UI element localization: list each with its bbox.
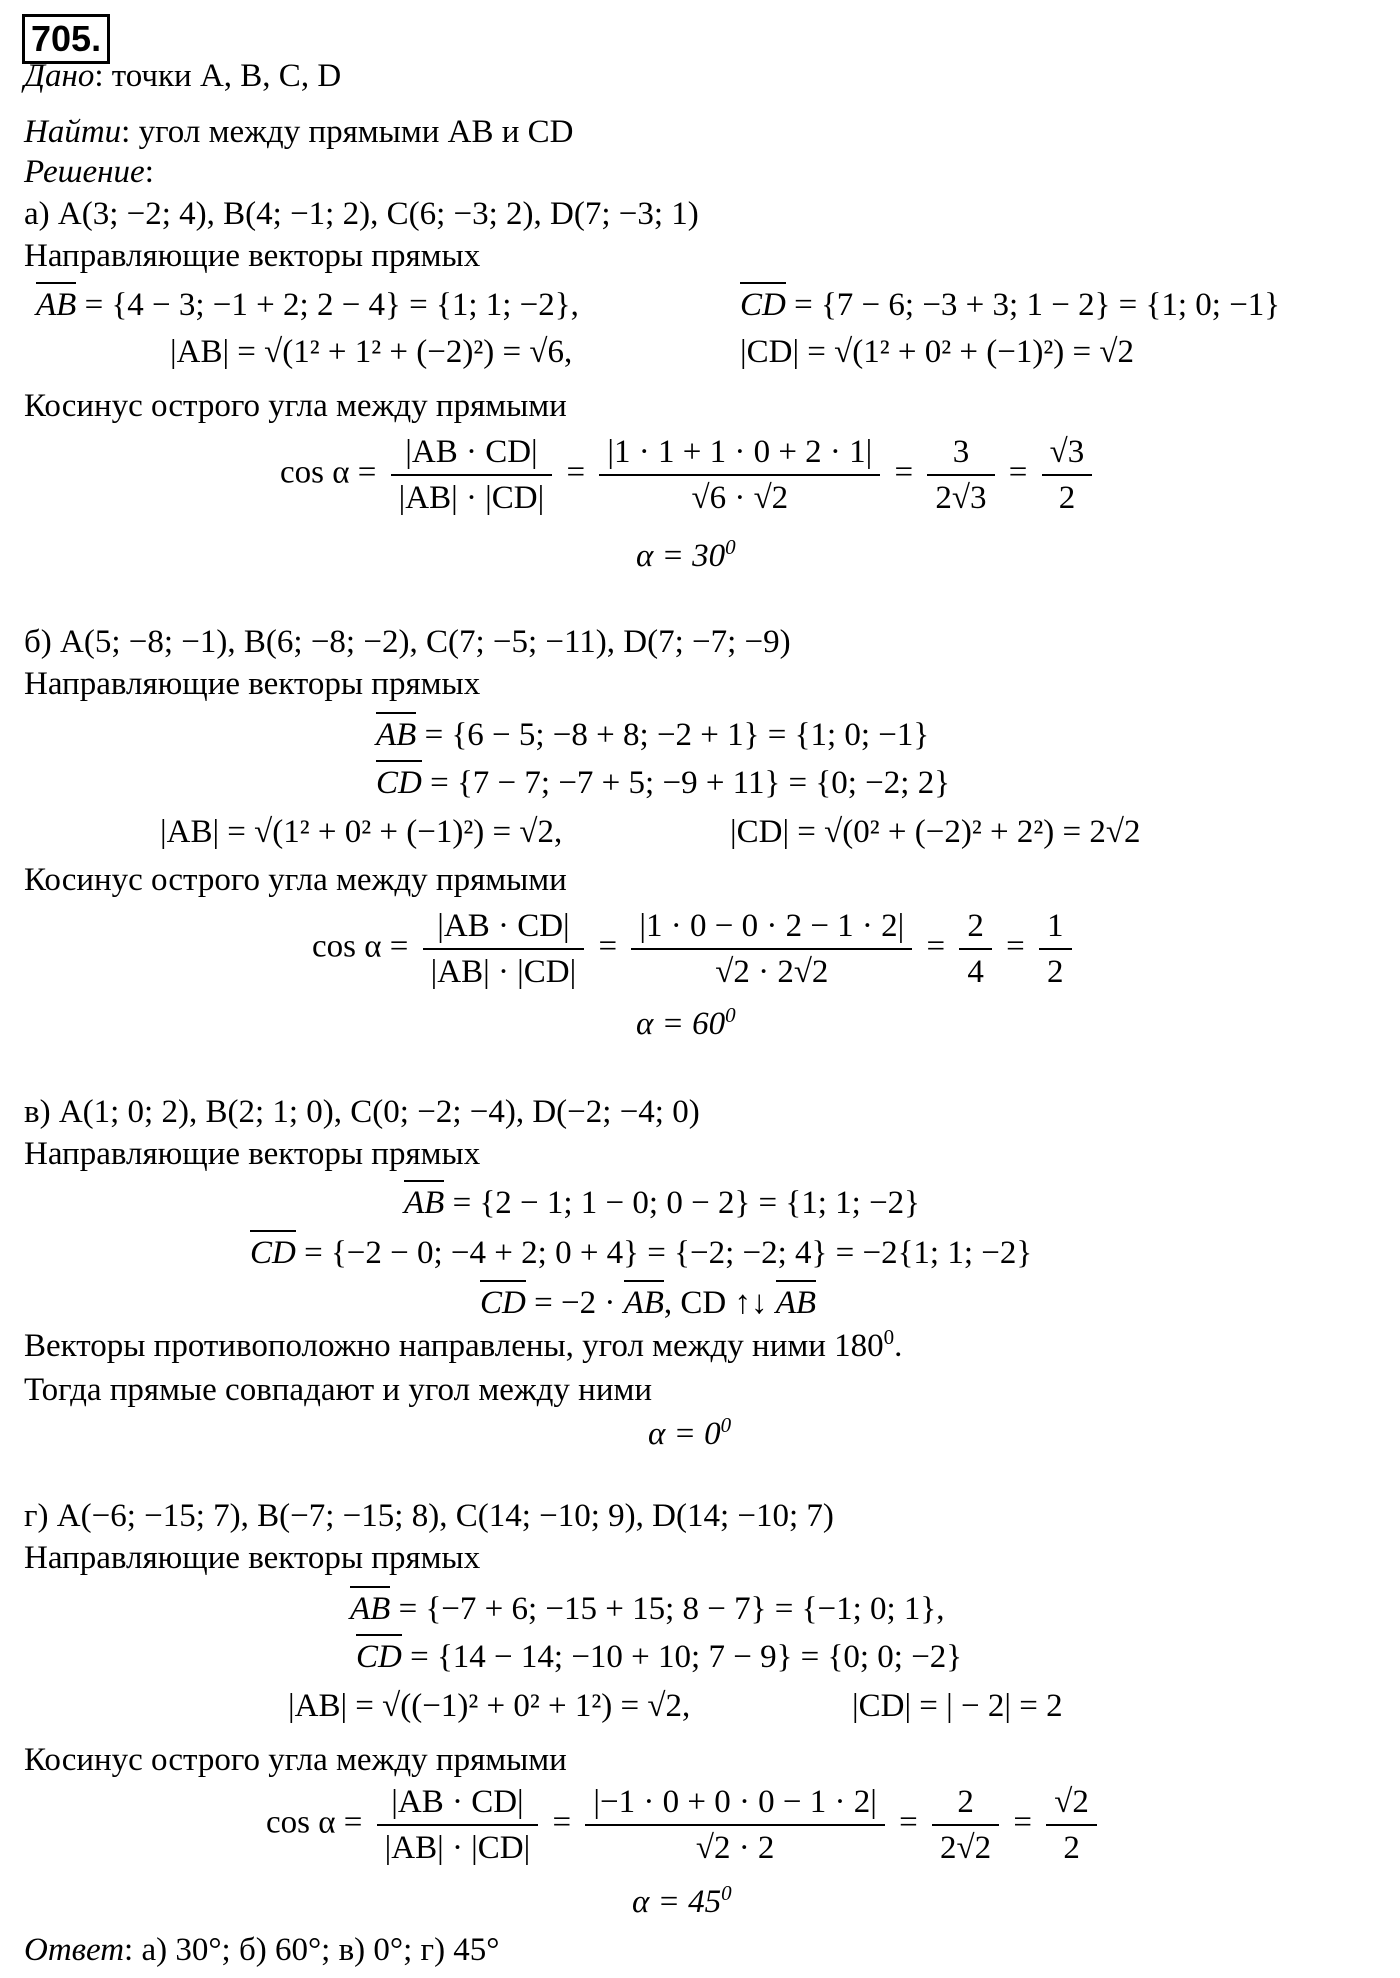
vector-ab-symbol: AB [624, 1280, 664, 1323]
part-a-points: а) A(3; −2; 4), B(4; −1; 2), C(6; −3; 2), D(7; −3; 1) [24, 196, 699, 232]
cos-label: cos α = [280, 454, 377, 491]
fraction-numerator: |AB · CD| [391, 1784, 524, 1820]
vector-ab-symbol: AB [376, 712, 416, 755]
problem-number: 705. [22, 14, 110, 64]
fraction-denominator: √2 · 2 [585, 1824, 885, 1870]
fraction-numerator: |1 · 0 − 0 · 2 − 1 · 2| [639, 908, 905, 944]
answer-text: : а) 30°; б) 60°; в) 0°; г) 45° [124, 1932, 500, 1968]
part-d-dir-vectors: Направляющие векторы прямых [24, 1540, 481, 1576]
fraction [585, 1780, 885, 1870]
fraction [599, 430, 880, 520]
degree-mark: 0 [721, 1881, 732, 1905]
vector-ab-symbol: AB [776, 1280, 816, 1323]
fraction [927, 430, 994, 520]
alpha-value: α = 30 [636, 538, 726, 574]
fraction-denominator: 2√3 [927, 474, 994, 520]
fraction-numerator: |1 · 1 + 1 · 0 + 2 · 1| [607, 434, 873, 470]
part-a-dir-vectors: Направляющие векторы прямых [24, 238, 481, 274]
vector-ab-symbol: AB [404, 1180, 444, 1223]
alpha-value: α = 45 [632, 1884, 722, 1920]
vector-cd-symbol: CD [250, 1230, 296, 1273]
part-a-ab-length: |AB| = √(1² + 1² + (−2)²) = √6, [170, 334, 573, 370]
fraction-numerator: 1 [1047, 908, 1064, 944]
part-b-ab-length: |AB| = √(1² + 0² + (−1)²) = √2, [160, 814, 563, 850]
given-line [24, 56, 341, 96]
fraction [1039, 904, 1072, 994]
find-label: Найти [24, 114, 122, 150]
part-b-ab-vector-value: = {6 − 5; −8 + 8; −2 + 1} = {1; 0; −1} [416, 717, 930, 753]
part-a-cd-vector [740, 282, 1280, 325]
fraction-denominator: √6 · √2 [599, 474, 880, 520]
part-d-cos-formula: cos α = $\frac{|AB \cdot CD|}{|AB| \cdot |CD|}$ = $\frac{|-1 \cdot 0 + 0 \cdot 0 - 1 \cdot 2|}{√2 \cdot 2}$ = $\frac{2}{2√2}$ = $\frac{√2}{2}$ [266, 1780, 1103, 1870]
solution-label-line [24, 152, 154, 192]
given-label: Дано [24, 58, 95, 94]
opposite-text: Векторы противоположно направлены, угол между ними 180 [24, 1328, 884, 1364]
find-line [24, 112, 574, 152]
period: . [894, 1328, 903, 1364]
fraction-denominator: |AB| · |CD| [423, 948, 585, 994]
find-text: : угол между прямыми AB и CD [121, 114, 574, 150]
fraction-numerator: 2 [957, 1784, 974, 1820]
part-c-cd-vector-value: = {−2 − 0; −4 + 2; 0 + 4} = {−2; −2; 4} = −2{1; 1; −2} [295, 1235, 1033, 1271]
part-b-cd-vector-value: = {7 − 7; −7 + 5; −9 + 11} = {0; −2; 2} [421, 765, 951, 801]
fraction [631, 904, 912, 994]
answer-label: Ответ [24, 1932, 125, 1968]
part-b-points: б) A(5; −8; −1), B(6; −8; −2), C(7; −5; −11), D(7; −7; −9) [24, 624, 791, 660]
part-c-points: в) A(1; 0; 2), B(2; 1; 0), C(0; −2; −4), D(−2; −4; 0) [24, 1094, 700, 1130]
part-d-cd-vector-value: = {14 − 14; −10 + 10; 7 − 9} = {0; 0; −2} [401, 1639, 963, 1675]
fraction [391, 430, 553, 520]
fraction [1046, 1780, 1097, 1870]
part-b-ab-vector [376, 712, 929, 755]
part-d-ab-vector-value: = {−7 + 6; −15 + 15; 8 − 7} = {−1; 0; 1}, [390, 1591, 945, 1627]
fraction-numerator: |AB · CD| [437, 908, 570, 944]
fraction-numerator: 2 [967, 908, 984, 944]
part-d-ab-vector [350, 1586, 945, 1629]
degree-mark: 0 [725, 1003, 736, 1027]
solution-label: Решение [24, 154, 145, 190]
part-d-cos-text: Косинус острого угла между прямыми [24, 1742, 567, 1778]
part-c-dir-vectors: Направляющие векторы прямых [24, 1136, 481, 1172]
fraction-denominator: |AB| · |CD| [391, 474, 553, 520]
part-a-alpha [636, 536, 736, 576]
part-d-alpha [632, 1882, 732, 1922]
part-c-relation [480, 1280, 816, 1323]
degree-mark: 0 [883, 1325, 895, 1349]
part-b-cd-vector [376, 760, 950, 803]
part-a-ab-vector-value: = {4 − 3; −1 + 2; 2 − 4} = {1; 1; −2}, [76, 287, 579, 323]
degree-mark: 0 [725, 535, 736, 559]
solution-colon: : [144, 154, 154, 190]
vector-ab-symbol: AB [350, 1586, 390, 1629]
cos-label: cos α = [312, 928, 409, 965]
part-a-cos-text: Косинус острого угла между прямыми [24, 388, 567, 424]
relation-coefficient: = −2 · [525, 1285, 624, 1321]
given-text: : точки A, B, C, D [94, 58, 342, 94]
vector-cd-symbol: CD [376, 760, 422, 803]
part-a-ab-vector [36, 282, 579, 325]
fraction-denominator: |AB| · |CD| [377, 1824, 539, 1870]
part-b-cd-length: |CD| = √(0² + (−2)² + 2²) = 2√2 [730, 814, 1141, 850]
part-d-cd-vector [356, 1634, 962, 1677]
part-c-ab-vector-value: = {2 − 1; 1 − 0; 0 − 2} = {1; 1; −2} [444, 1185, 921, 1221]
vector-cd-symbol: CD [740, 282, 786, 325]
part-d-ab-length: |AB| = √((−1)² + 0² + 1²) = √2, [288, 1688, 691, 1724]
part-d-cd-length: |CD| = | − 2| = 2 [852, 1688, 1063, 1724]
part-c-ab-vector [404, 1180, 920, 1223]
fraction-numerator: 3 [952, 434, 970, 470]
fraction [959, 904, 992, 994]
part-c-opposite-text [24, 1326, 902, 1366]
part-a-cd-vector-value: = {7 − 6; −3 + 3; 1 − 2} = {1; 0; −1} [785, 287, 1281, 323]
fraction-numerator: |−1 · 0 + 0 · 0 − 1 · 2| [593, 1784, 877, 1820]
part-b-cos-text: Косинус острого угла между прямыми [24, 862, 567, 898]
fraction [932, 1780, 999, 1870]
fraction [423, 904, 585, 994]
part-c-cd-vector [250, 1230, 1032, 1273]
fraction-numerator: √2 [1054, 1784, 1089, 1820]
fraction-denominator: 2 [1039, 948, 1072, 994]
degree-mark: 0 [720, 1413, 732, 1437]
fraction-denominator: 2√2 [932, 1824, 999, 1870]
part-a-cos-formula: cos α = $\frac{|AB \cdot CD|}{|AB| \cdot |CD|}$ = $\frac{|1 \cdot 1 + 1 \cdot 0 + 2 \cdot 1|}{√6 \cdot √2}$ = $\frac{3}{2√3}$ = $\frac{√3}{2}$ [280, 430, 1098, 520]
alpha-value: α = 60 [636, 1006, 726, 1042]
fraction-denominator: 2 [1042, 474, 1093, 520]
alpha-value: α = 0 [648, 1416, 721, 1452]
fraction-denominator: 2 [1046, 1824, 1097, 1870]
fraction-numerator: √3 [1049, 434, 1085, 470]
vector-cd-symbol: CD [480, 1280, 526, 1323]
fraction-numerator: |AB · CD| [405, 434, 538, 470]
part-b-dir-vectors: Направляющие векторы прямых [24, 666, 481, 702]
fraction [377, 1780, 539, 1870]
part-d-points: г) A(−6; −15; 7), B(−7; −15; 8), C(14; −10; 9), D(14; −10; 7) [24, 1498, 834, 1534]
answer-line [24, 1930, 500, 1970]
part-b-alpha [636, 1004, 736, 1044]
vector-ab-symbol: AB [36, 282, 76, 325]
part-a-cd-length: |CD| = √(1² + 0² + (−1)²) = √2 [740, 334, 1134, 370]
fraction-denominator: 4 [959, 948, 992, 994]
part-c-then-text: Тогда прямые совпадают и угол между ними [24, 1372, 653, 1408]
cos-label: cos α = [266, 1804, 363, 1841]
fraction [1042, 430, 1093, 520]
part-c-alpha [648, 1414, 731, 1454]
part-b-cos-formula: cos α = $\frac{|AB \cdot CD|}{|AB| \cdot |CD|}$ = $\frac{|1 \cdot 0 - 0 \cdot 2 - 1 \cdot 2|}{√2 \cdot 2√2}$ = $\frac{2}{4}$ = $\frac{1}{2}$ [312, 904, 1078, 994]
vector-cd-symbol: CD [356, 1634, 402, 1677]
fraction-denominator: √2 · 2√2 [631, 948, 912, 994]
relation-direction: , CD ↑↓ [663, 1285, 776, 1321]
